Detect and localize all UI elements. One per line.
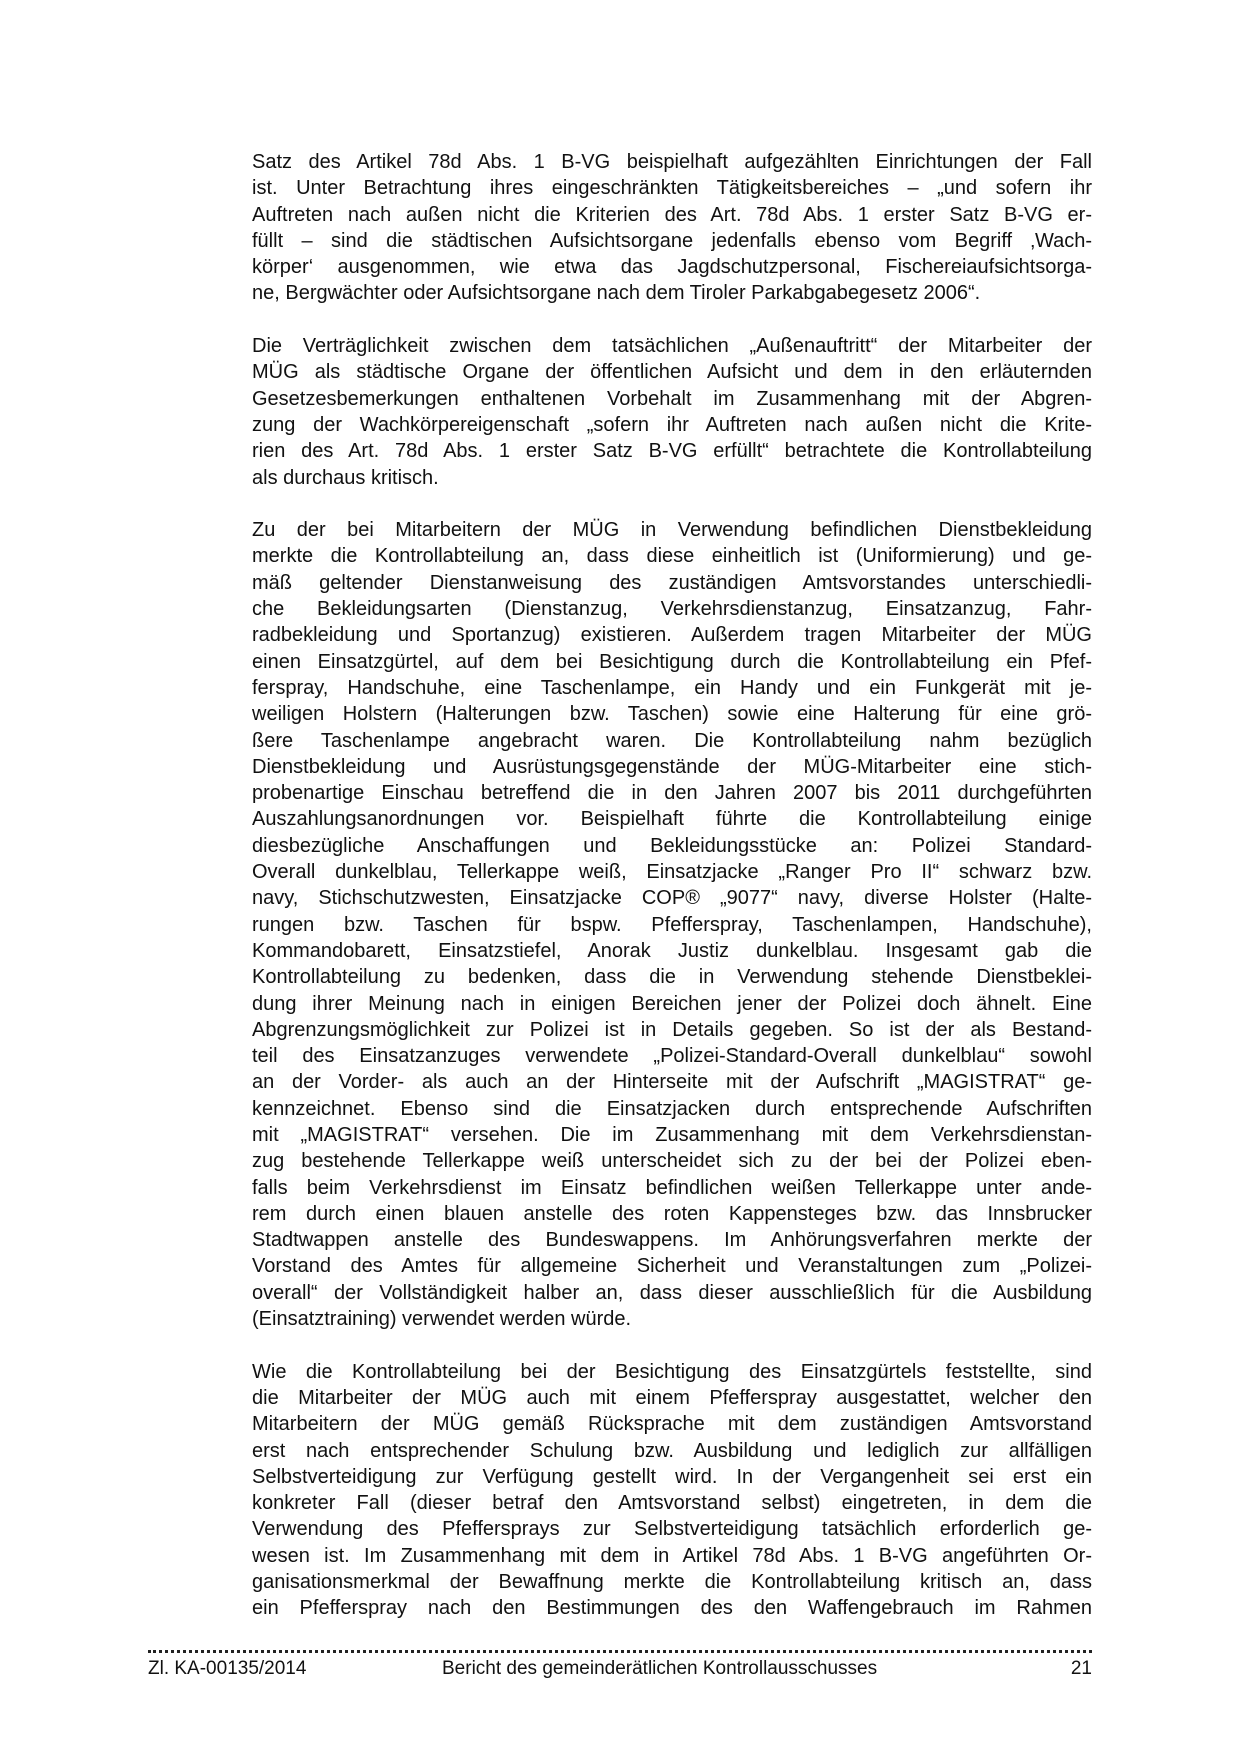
text-line: erst nach entsprechender Schulung bzw. Ausbildung und lediglich zur allfälligen [252,1439,1092,1462]
paragraph [252,333,1092,491]
text-line: die Mitarbeiter der MÜG auch mit einem Pfefferspray ausgestattet, welcher den [252,1386,1092,1409]
text-line: Satz des Artikel 78d Abs. 1 B-VG beispielhaft aufgezählten Einrichtungen der Fall [252,151,1092,173]
text-line: rem durch einen blauen anstelle des roten Kappensteges bzw. das Innsbrucker [252,1202,1092,1225]
text-line: Kontrollabteilung zu bedenken, dass die in Verwendung stehende Dienstbeklei- [252,966,1092,989]
text-line: MÜG als städtische Organe der öffentlichen Aufsicht und dem in den erläuternden [252,361,1092,384]
text-line: ne, Bergwächter oder Aufsichtsorgane nach dem Tiroler Parkabgabegesetz 2006“. [252,282,981,305]
footer-reference: Zl. KA-00135/2014 [148,1658,307,1679]
footer-title: Bericht des gemeinderätlichen Kontrollausschusses [442,1658,878,1679]
text-line: ganisationsmerkmal der Bewaffnung merkte die Kontrollabteilung kritisch an, dass [252,1571,1092,1594]
footer-divider [148,1650,1092,1653]
paragraph [252,149,1092,307]
text-line: mäß geltender Dienstanweisung des zuständigen Amtsvorstandes unterschiedli- [252,571,1092,594]
text-line: dung ihrer Meinung nach in einigen Bereichen jener der Polizei doch ähnelt. Eine [252,992,1092,1015]
text-line: Auftreten nach außen nicht die Kriterien des Art. 78d Abs. 1 erster Satz B-VG er- [252,203,1092,226]
text-line: als durchaus kritisch. [252,466,439,489]
text-line: kennzeichnet. Ebenso sind die Einsatzjacken durch entsprechende Aufschriften [252,1097,1092,1120]
text-line: diesbezügliche Anschaffungen und Bekleidungsstücke an: Polizei Standard- [252,834,1092,857]
text-line: Selbstverteidigung zur Verfügung gestellt wird. In der Vergangenheit sei erst ein [252,1465,1092,1488]
text-line: ßere Taschenlampe angebracht waren. Die Kontrollabteilung nahm bezüglich [252,729,1092,752]
text-line: Vorstand des Amtes für allgemeine Sicherheit und Veranstaltungen zum „Polizei- [252,1255,1092,1278]
text-line: navy, Stichschutzwesten, Einsatzjacke COP® „9077“ navy, diverse Holster (Halte- [252,887,1092,910]
text-line: radbekleidung und Sportanzug) existieren. Außerdem tragen Mitarbeiter der MÜG [252,624,1092,647]
body-text [252,149,1092,1648]
text-line: zung der Wachkörpereigenschaft „sofern ihr Auftreten nach außen nicht die Krite- [252,413,1092,436]
text-line: ist. Unter Betrachtung ihres eingeschränkten Tätigkeitsbereiches – „und sofern ihr [252,177,1092,200]
paragraph [252,517,1092,1332]
text-line: rungen bzw. Taschen für bspw. Pfefferspray, Taschenlampen, Handschuhe), [252,913,1092,936]
text-line: (Einsatztraining) verwendet werden würde. [252,1308,632,1331]
text-line: konkreter Fall (dieser betraf den Amtsvorstand selbst) eingetreten, in dem die [252,1492,1092,1515]
text-line: che Bekleidungsarten (Dienstanzug, Verkehrsdienstanzug, Einsatzanzug, Fahr- [252,598,1092,621]
text-line: Abgrenzungsmöglichkeit zur Polizei ist in Details gegeben. So ist der als Bestand- [252,1018,1092,1041]
text-line: Verwendung des Pfeffersprays zur Selbstverteidigung tatsächlich erforderlich ge- [252,1518,1092,1541]
text-line: Wie die Kontrollabteilung bei der Besichtigung des Einsatzgürtels feststellte, sind [252,1360,1092,1383]
text-line: füllt – sind die städtischen Aufsichtsorgane jedenfalls ebenso vom Begriff ‚Wach- [252,229,1092,252]
text-line: einen Einsatzgürtel, auf dem bei Besichtigung durch die Kontrollabteilung ein Pfef- [252,650,1092,673]
page-footer [148,1658,1092,1680]
text-line: Dienstbekleidung und Ausrüstungsgegenstände der MÜG-Mitarbeiter eine stich- [252,755,1092,778]
text-line: Die Verträglichkeit zwischen dem tatsächlichen „Außenauftritt“ der Mitarbeiter der [252,335,1092,358]
text-line: an der Vorder- als auch an der Hinterseite mit der Aufschrift „MAGISTRAT“ ge- [252,1071,1092,1094]
text-line: overall“ der Vollständigkeit halber an, dass dieser ausschließlich für die Ausbildung [252,1281,1092,1304]
text-line: rien des Art. 78d Abs. 1 erster Satz B-VG erfüllt“ betrachtete die Kontrollabteilung [252,440,1092,463]
text-line: teil des Einsatzanzuges verwendete „Polizei-Standard-Overall dunkelblau“ sowohl [252,1045,1092,1068]
text-line: Mitarbeitern der MÜG gemäß Rücksprache mit dem zuständigen Amtsvorstand [252,1413,1092,1436]
text-line: Gesetzesbemerkungen enthaltenen Vorbehalt im Zusammenhang mit der Abgren- [252,387,1092,410]
text-line: wesen ist. Im Zusammenhang mit dem in Artikel 78d Abs. 1 B-VG angeführten Or- [252,1544,1092,1567]
text-line: körper‘ ausgenommen, wie etwa das Jagdschutzpersonal, Fischereiaufsichtsorga- [252,256,1092,279]
text-line: Overall dunkelblau, Tellerkappe weiß, Einsatzjacke „Ranger Pro II“ schwarz bzw. [252,861,1092,884]
text-line: falls beim Verkehrsdienst im Einsatz befindlichen weißen Tellerkappe unter ande- [252,1176,1092,1199]
page-number: 21 [1070,1658,1092,1679]
text-line: weiligen Holstern (Halterungen bzw. Taschen) sowie eine Halterung für eine grö- [252,703,1092,726]
text-line: zug bestehende Tellerkappe weiß unterscheidet sich zu der bei der Polizei eben- [252,1150,1092,1173]
text-line: Zu der bei Mitarbeitern der MÜG in Verwendung befindlichen Dienstbekleidung [252,519,1092,542]
text-line: mit „MAGISTRAT“ versehen. Die im Zusammenhang mit dem Verkehrsdienstan- [252,1123,1092,1146]
text-line: merkte die Kontrollabteilung an, dass diese einheitlich ist (Uniformierung) und ge- [252,545,1092,568]
text-line: ferspray, Handschuhe, eine Taschenlampe, ein Handy und ein Funkgerät mit je- [252,676,1092,699]
text-line: Stadtwappen anstelle des Bundeswappens. Im Anhörungsverfahren merkte der [252,1229,1092,1252]
text-line: probenartige Einschau betreffend die in den Jahren 2007 bis 2011 durchgeführten [252,782,1092,805]
paragraph [252,1359,1092,1622]
text-line: ein Pfefferspray nach den Bestimmungen des den Waffengebrauch im Rahmen [252,1597,1092,1620]
text-line: Auszahlungsanordnungen vor. Beispielhaft führte die Kontrollabteilung einige [252,808,1092,831]
text-line: Kommandobarett, Einsatzstiefel, Anorak Justiz dunkelblau. Insgesamt gab die [252,939,1092,962]
